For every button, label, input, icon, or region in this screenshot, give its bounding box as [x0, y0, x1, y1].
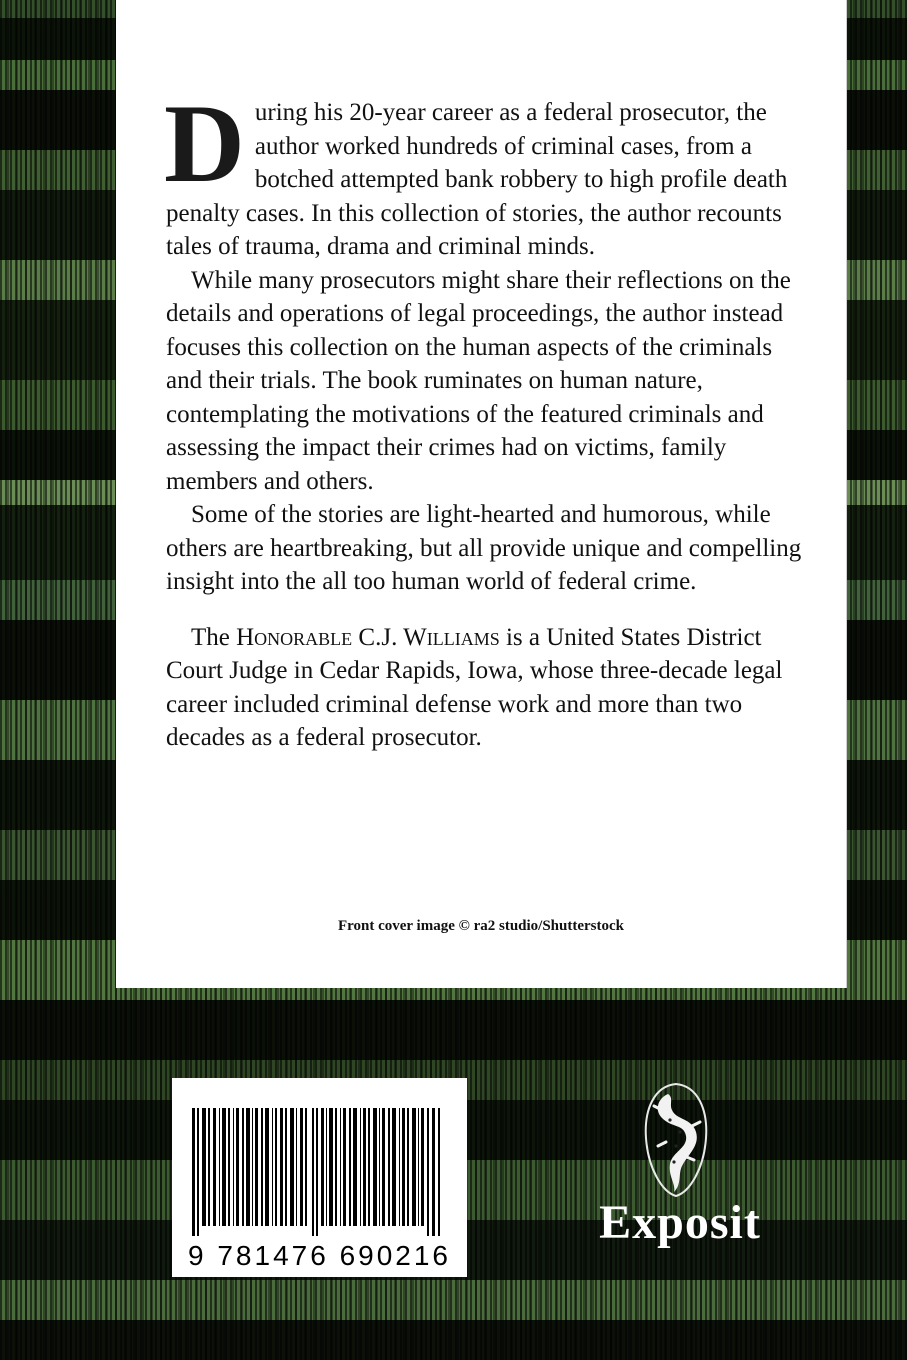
description-paragraph-2: While many prosecutors might share their reflections on the details and operations of legal proceedings, the author instead focuses this collection on the human aspects of the criminals and their trials. The book ruminates on human nature, contemplating the motivations of the featured criminals and assessing the impact their crimes had on victims, family members and others. [166, 266, 791, 495]
description-paragraph-3: Some of the stories are light-hearted and humorous, while others are heartbreaking, but all provide unique and compelling insight into the all too human world of federal crime. [166, 501, 802, 595]
isbn-number: 9 781476 690216 [188, 1240, 451, 1271]
bio-prefix: The [191, 623, 237, 651]
paragraph-1-text: uring his 20-year career as a federal prosecutor, the author worked hundreds of criminal cases, from a botched attempted bank robbery to high profile death penalty cases. In this collection of stories, the author recounts tales of trauma, drama and criminal minds. [166, 99, 788, 260]
author-bio [166, 621, 806, 755]
drop-cap: D [164, 82, 245, 206]
barcode-bars [192, 1108, 442, 1236]
author-name: Honorable C.J. Williams [236, 623, 500, 651]
description-text [164, 82, 806, 755]
text-panel [116, 0, 847, 988]
isbn-barcode [172, 1078, 467, 1277]
bio-rest: is a United States District Court Judge in Cedar Rapids, Iowa, whose three-decade legal career included criminal defense work and more than two decades as a federal prosecutor. [166, 623, 783, 751]
description-paragraph-1 [164, 82, 806, 264]
publisher-name: Exposit [599, 1196, 761, 1249]
image-credit: Front cover image © ra2 studio/Shutterstock [337, 918, 625, 934]
salamander-logo-icon [636, 1080, 716, 1200]
